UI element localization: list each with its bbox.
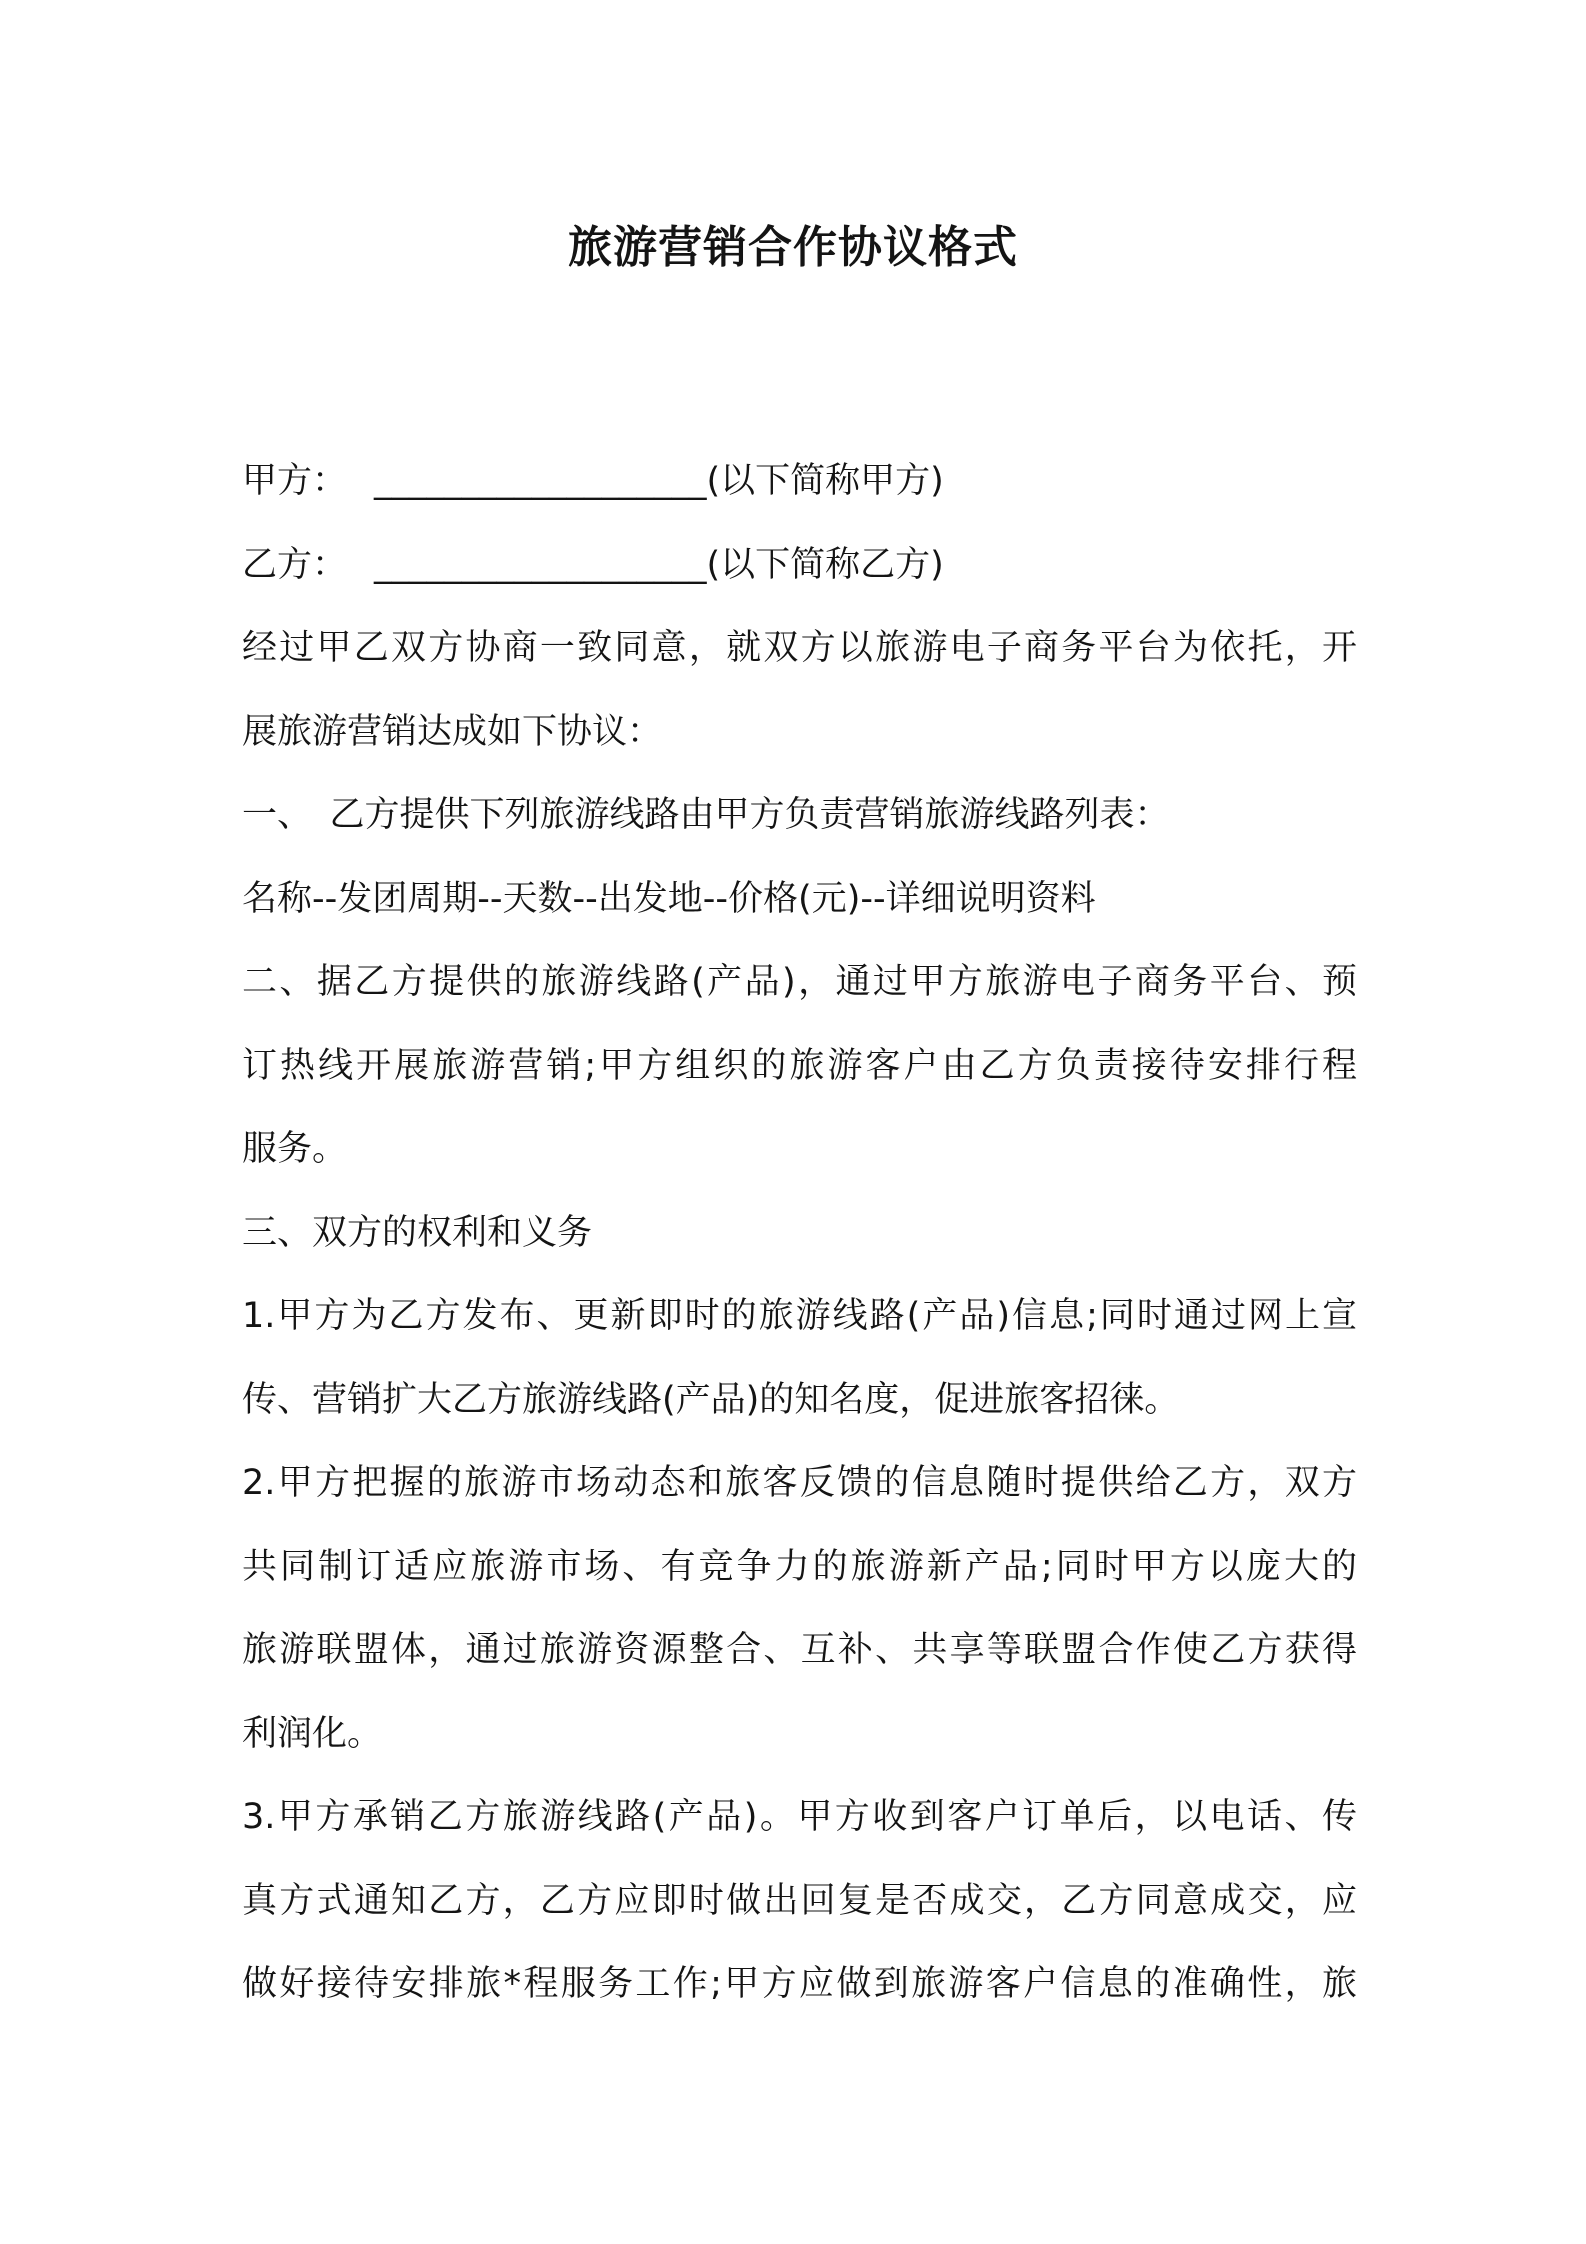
paragraph-line: 经过甲乙双方协商一致同意，就双方以旅游电子商务平台为依托，开	[242, 628, 1357, 668]
paragraph-line: 旅游联盟体，通过旅游资源整合、互补、共享等联盟合作使乙方获得	[242, 1630, 1357, 1670]
section-heading: 三、双方的权利和义务	[242, 1212, 593, 1253]
party-b-line	[242, 524, 1357, 608]
section-heading: 一、 乙方提供下列旅游线路由甲方负责营销旅游线路列表：	[242, 795, 1170, 835]
party-a-label: 甲方：	[242, 461, 348, 501]
paragraph-line: 订热线开展旅游营销;甲方组织的旅游客户由乙方负责接待安排行程	[242, 1045, 1357, 1086]
paragraph-line: 利润化。	[242, 1713, 383, 1754]
party-b-label: 乙方：	[242, 544, 348, 585]
party-a-blank: ___________________	[374, 461, 707, 501]
paragraph-line: 1.甲方为乙方发布、更新即时的旅游线路(产品)信息;同时通过网上宣	[242, 1296, 1357, 1336]
paragraph-line: 2.甲方把握的旅游市场动态和旅客反馈的信息随时提供给乙方，双方	[242, 1463, 1357, 1503]
document-title: 旅游营销合作协议格式	[568, 222, 1018, 273]
party-b-note: (以下简称乙方)	[706, 544, 944, 585]
paragraph-line: 展旅游营销达成如下协议：	[242, 711, 663, 752]
party-a-note: (以下简称甲方)	[706, 461, 944, 501]
paragraph-line: 服务。	[242, 1129, 348, 1169]
paragraph-line: 共同制订适应旅游市场、有竞争力的旅游新产品;同时甲方以庞大的	[242, 1546, 1357, 1587]
party-a-line	[242, 440, 1357, 524]
paragraph-line: 3.甲方承销乙方旅游线路(产品)。甲方收到客户订单后，以电话、传	[242, 1797, 1357, 1837]
paragraph-line: 名称--发团周期--天数--出发地--价格(元)--详细说明资料	[242, 878, 1096, 919]
paragraph-line: 传、营销扩大乙方旅游线路(产品)的知名度，促进旅客招徕。	[242, 1379, 1180, 1420]
party-b-blank: ___________________	[374, 544, 707, 585]
document-body	[242, 440, 1357, 2027]
paragraph-line: 做好接待安排旅*程服务工作;甲方应做到旅游客户信息的准确性，旅	[242, 1964, 1357, 2004]
section-heading: 二、据乙方提供的旅游线路(产品)，通过甲方旅游电子商务平台、预	[242, 962, 1357, 1002]
paragraph-line: 真方式通知乙方，乙方应即时做出回复是否成交，乙方同意成交，应	[242, 1880, 1357, 1921]
